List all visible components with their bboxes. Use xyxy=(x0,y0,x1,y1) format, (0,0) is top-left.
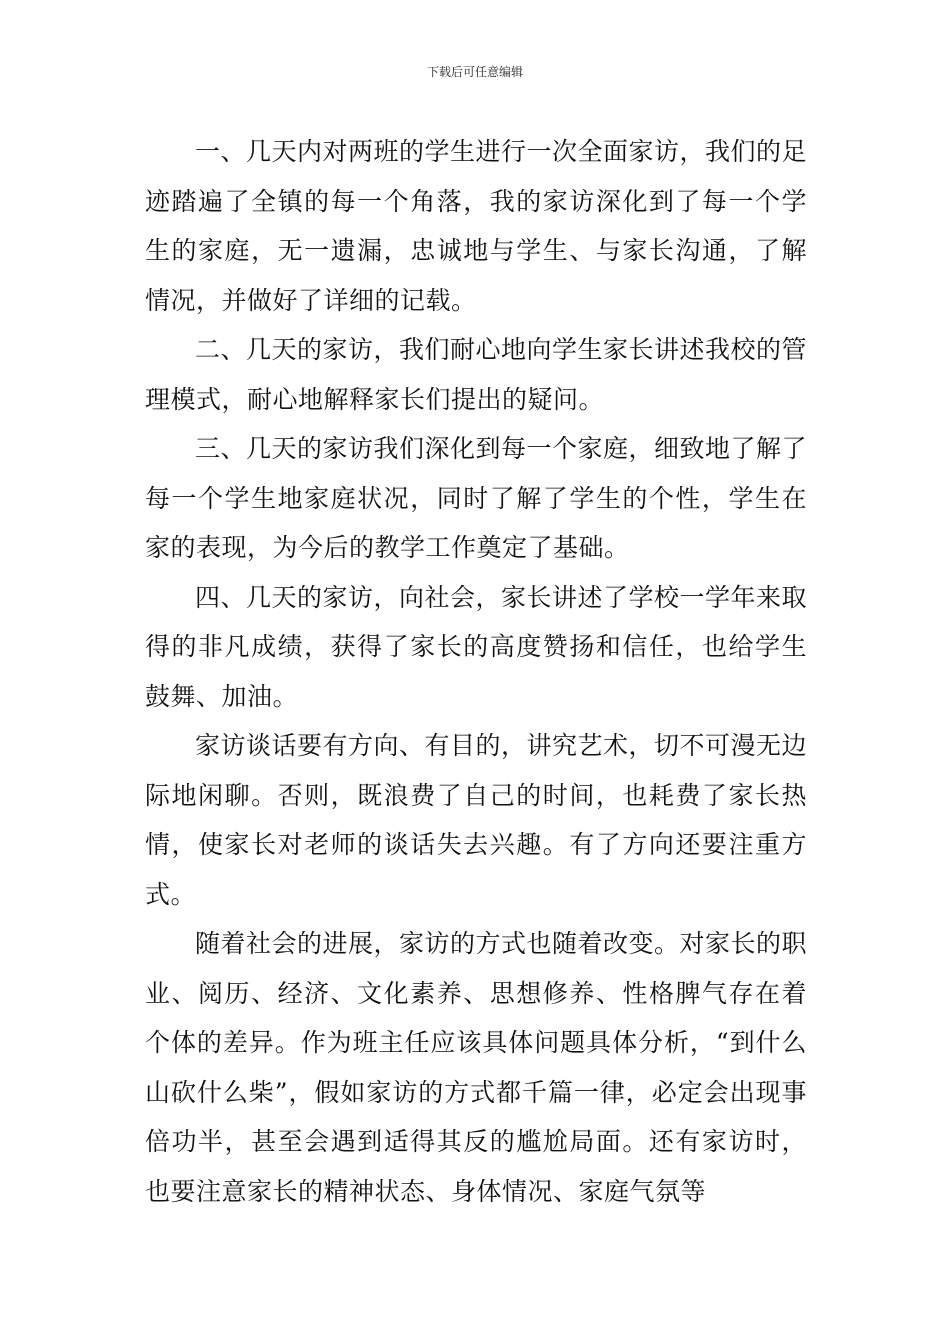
document-body xyxy=(145,127,807,1216)
paragraph-6: 随着社会的进展，家访的方式也随着改变。对家长的职业、阅历、经济、文化素养、思想修养、性格脾气存在着个体的差异。作为班主任应该具体问题具体分析，“到什么山砍什么柴”，假如家访的方式都千篇一律，必定会出现事倍功半，甚至会遇到适得其反的尴尬局面。还有家访时，也要注意家长的精神状态、身体情况、家庭气氛等 xyxy=(145,929,808,1206)
paragraph-4: 四、几天的家访，向社会，家长讲述了学校一学年来取得的非凡成绩，获得了家长的高度赞扬和信任，也给学生鼓舞、加油。 xyxy=(145,582,808,711)
paragraph-5: 家访谈话要有方向、有目的，讲究艺术，切不可漫无边际地闲聊。否则，既浪费了自己的时间，也耗费了家长热情，使家长对老师的谈话失去兴趣。有了方向还要注重方式。 xyxy=(145,731,808,909)
paragraph-3: 三、几天的家访我们深化到每一个家庭，细致地了解了每一个学生地家庭状况，同时了解了学生的个性，学生在家的表现，为今后的教学工作奠定了基础。 xyxy=(145,434,808,562)
paragraph-2: 二、几天的家访，我们耐心地向学生家长讲述我校的管理模式，耐心地解释家长们提出的疑问。 xyxy=(145,335,808,414)
page-header-note: 下载后可任意编辑 xyxy=(426,65,523,79)
paragraph-1: 一、几天内对两班的学生进行一次全面家访，我们的足迹踏遍了全镇的每一个角落，我的家访深化到了每一个学生的家庭，无一遗漏，忠诚地与学生、与家长沟通，了解情况，并做好了详细的记载。 xyxy=(145,137,808,315)
